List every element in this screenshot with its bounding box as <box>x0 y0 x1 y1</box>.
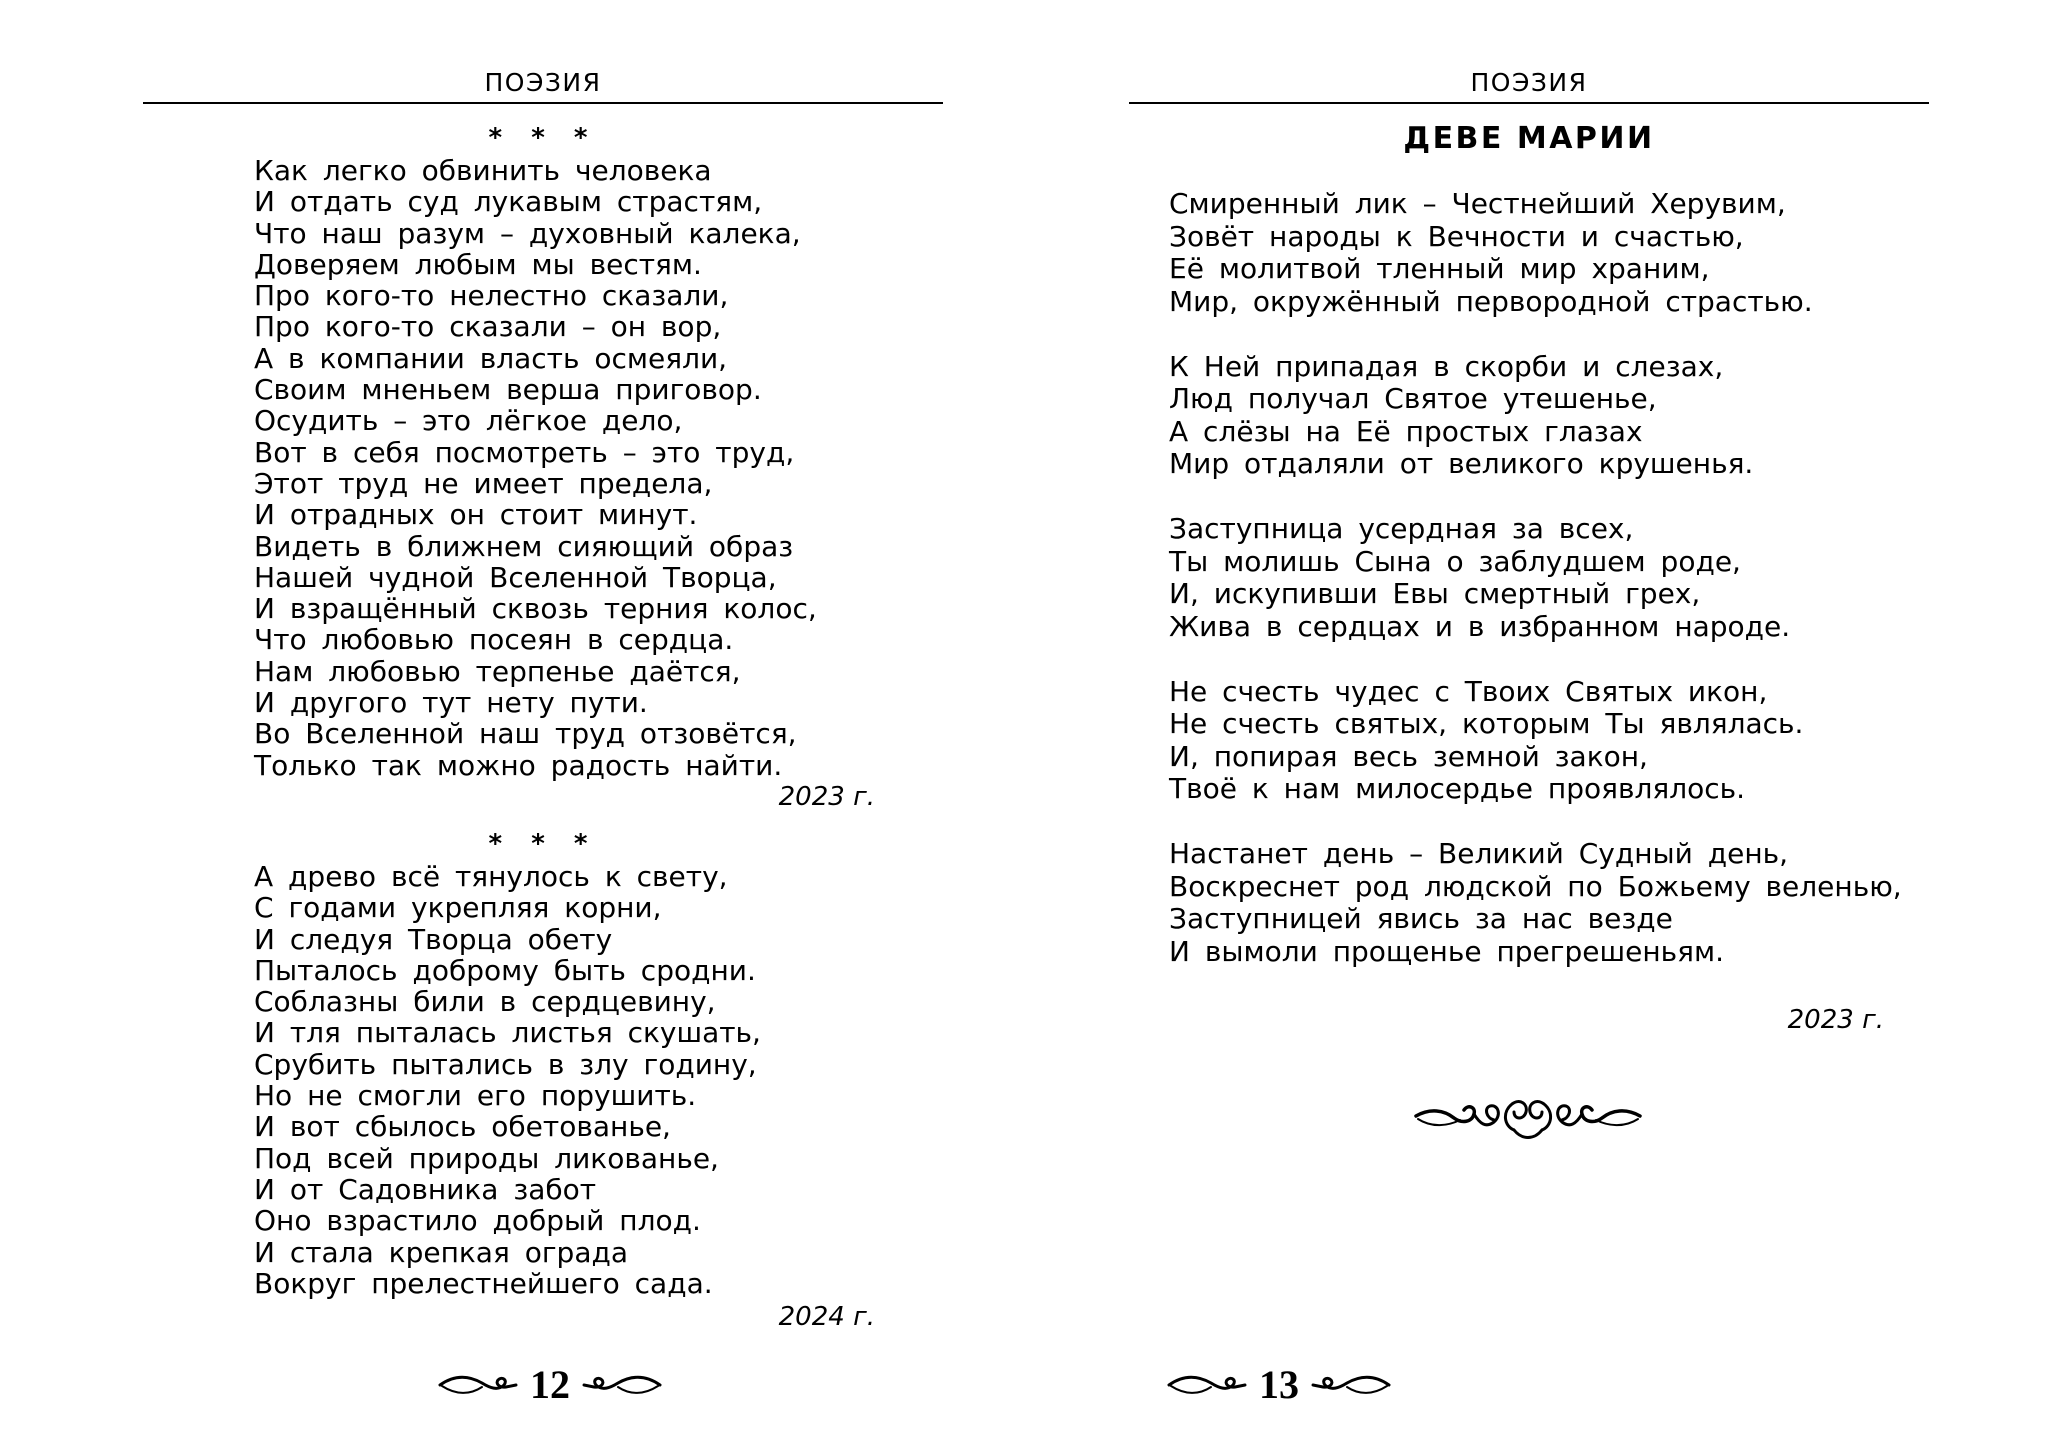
poem-line: Её молитвой тленный мир храним, <box>1169 252 1710 285</box>
poem-divider: * * * <box>488 829 598 859</box>
stanza-break <box>1169 806 1902 839</box>
poem-line: Нам любовью терпенье даётся, <box>254 654 741 688</box>
poem-line: Мир, окружённый первородной страстью. <box>1169 284 1813 318</box>
poem-line: Заступницей явись за нас везде <box>1169 902 1673 935</box>
poem-year: 2023 г. <box>1787 1005 1884 1035</box>
poem-line: Про кого-то нелестно сказали, <box>254 279 729 313</box>
page-number-footer <box>390 1360 710 1410</box>
poem-line: Заступница усердная за всех, <box>1169 512 1634 545</box>
poem-line: И от Садовника забот <box>254 1172 597 1206</box>
page-number: 13 <box>1259 1362 1299 1407</box>
poem-line: Смиренный лик – Честнейший Херувим, <box>1169 187 1786 220</box>
poem-line: Воскреснет род людской по Божьему веленью, <box>1169 869 1902 903</box>
poem-title: ДЕВЕ МАРИИ <box>1403 121 1655 156</box>
poem-line: А слёзы на Её простых глазах <box>1169 414 1643 448</box>
poem-line: Твоё к нам милосердье проявлялось. <box>1169 772 1746 805</box>
stanza-break <box>1169 643 1902 676</box>
poem-line: Ты молишь Сына о заблудшем роде, <box>1169 544 1741 578</box>
poem-line: Осудить – это лёгкое дело, <box>254 404 683 438</box>
poem-line: И отдать суд лукавым страстям, <box>254 185 763 219</box>
right-swash-icon <box>1311 1371 1391 1399</box>
poem-text <box>254 155 817 781</box>
poem-year: 2024 г. <box>778 1302 875 1332</box>
poem-line: Не счесть чудес с Твоих Святых икон, <box>1169 674 1768 708</box>
left-swash-icon <box>438 1371 518 1399</box>
stanza-break <box>1169 318 1902 351</box>
header-rule <box>1129 102 1929 104</box>
poem-divider: * * * <box>488 123 598 153</box>
poem-line: Настанет день – Великий Судный день, <box>1169 837 1789 870</box>
poem-line: И тля пыталась листья скушать, <box>254 1016 761 1050</box>
poem-text <box>254 861 761 1299</box>
poem-line: Вокруг прелестнейшего сада. <box>254 1266 713 1300</box>
poem-line: Срубить пытались в злу годину, <box>254 1047 757 1081</box>
poem-line: Во Вселенной наш труд отзовётся, <box>254 717 797 751</box>
poem-line: И стала крепкая ограда <box>254 1235 628 1269</box>
poem-line: Как легко обвинить человека <box>254 154 712 187</box>
poem-line: И отрадных он стоит минут. <box>254 498 698 532</box>
poem-year: 2023 г. <box>778 782 875 812</box>
poem-text <box>1169 188 1902 968</box>
poem-line: И следуя Творца обету <box>254 922 613 956</box>
running-head: ПОЭЗИЯ <box>1470 68 1588 97</box>
poem-line: Люд получал Святое утешенье, <box>1169 382 1657 415</box>
page-number: 12 <box>530 1362 570 1407</box>
poem-line: И, искупивши Евы смертный грех, <box>1169 577 1701 610</box>
right-swash-icon <box>582 1371 662 1399</box>
poem-line: Про кого-то сказали – он вор, <box>254 310 722 344</box>
left-swash-icon <box>1167 1371 1247 1399</box>
poem-line: Что наш разум – духовный калека, <box>254 216 801 250</box>
poem-line: Вот в себя посмотреть – это труд, <box>254 435 795 469</box>
poem-line: Оно взрастило добрый плод. <box>254 1204 701 1238</box>
stanza-break <box>1169 481 1902 514</box>
poem-line: Зовёт народы к Вечности и счастью, <box>1169 219 1744 253</box>
poem-line: И, попирая весь земной закон, <box>1169 739 1648 773</box>
poem-line: Видеть в ближнем сияющий образ <box>254 529 794 563</box>
poem-line: И вымоли прощенье прегрешеньям. <box>1169 934 1724 968</box>
poem-line: Нашей чудной Вселенной Творца, <box>254 560 777 594</box>
right-page <box>1029 0 2058 1454</box>
poem-line: Под всей природы ликованье, <box>254 1141 719 1175</box>
poem-line: Но не смогли его порушить. <box>254 1079 697 1113</box>
poem-line: Жива в сердцах и в избранном народе. <box>1169 609 1791 643</box>
poem-line: С годами укрепляя корни, <box>254 891 662 925</box>
poem-line: И другого тут нету пути. <box>254 686 648 720</box>
poem-line: Только так можно радость найти. <box>254 748 783 782</box>
scroll-ornament-icon <box>1410 1090 1646 1150</box>
poem-line: А древо всё тянулось к свету, <box>254 860 728 893</box>
poem-line: Этот труд не имеет предела, <box>254 466 713 500</box>
poem-line: Соблазны били в сердцевину, <box>254 985 716 1019</box>
page-number-footer <box>1119 1360 1439 1410</box>
poem-line: Своим мненьем верша приговор. <box>254 373 762 407</box>
poem-line: Мир отдаляли от великого крушенья. <box>1169 447 1754 480</box>
poem-line: Пыталось доброму быть сродни. <box>254 953 756 987</box>
poem-line: К Ней припадая в скорби и слезах, <box>1169 349 1724 383</box>
poem-line: Доверяем любым мы вестям. <box>254 247 702 281</box>
poem-line: И вот сбылось обетованье, <box>254 1110 671 1144</box>
poem-line: И взращённый сквозь терния колос, <box>254 592 817 626</box>
poem-line: Что любовью посеян в сердца. <box>254 623 734 657</box>
poem-line: А в компании власть осмеяли, <box>254 341 728 375</box>
running-head: ПОЭЗИЯ <box>484 68 602 97</box>
poem-line: Не счесть святых, которым Ты являлась. <box>1169 707 1804 740</box>
header-rule <box>143 102 943 104</box>
